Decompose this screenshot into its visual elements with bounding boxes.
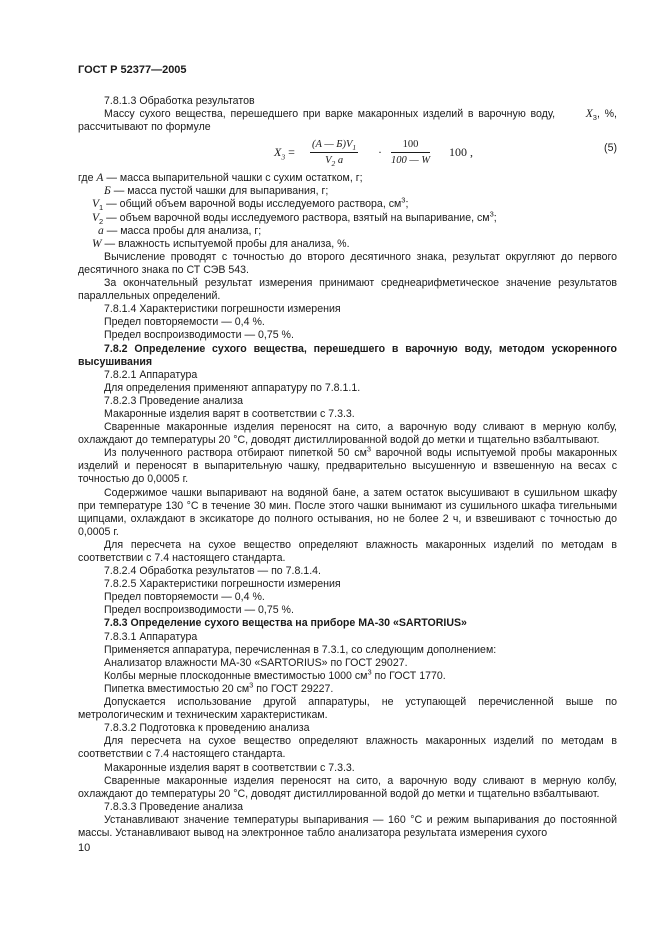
where-prefix: где (78, 172, 94, 185)
variable-v1-text: — общий объем варочной воды исследуемого раствора, см (103, 198, 402, 211)
section-7833-p1: Устанавливают значение температуры выпаривания — 160 °С и режим выпаривания до постоянной массы. Устанавливают вывод на электронное табло анализатора результата измерения сухого (78, 813, 617, 839)
variable-v2-text: — объем варочной воды исследуемого раствора, взятый на выпаривание, см (103, 211, 490, 224)
section-7831-p3-start: Колбы мерные плоскодонные вместимостью 1000 см (104, 669, 368, 682)
variable-a-symbol: A (96, 172, 104, 185)
variable-b-symbol: Б (104, 185, 111, 198)
section-7825-reproducibility: Предел воспроизводимости — 0,75 %. (104, 604, 294, 617)
formula-lhs (274, 145, 295, 162)
variable-b (78, 185, 617, 198)
section-7814-reproducibility: Предел воспроизводимости — 0,75 %. (104, 329, 294, 342)
section-7814-title: 7.8.1.4 Характеристики погрешности измерения (104, 303, 341, 316)
section-7831-p1: Применяется аппаратура, перечисленная в 7.3.1, со следующим дополнением: (104, 643, 497, 656)
variable-w-symbol: W (92, 237, 102, 250)
section-7833-title: 7.8.3.3 Проведение анализа (104, 800, 244, 813)
formula-fraction-1 (310, 138, 358, 167)
fraction-1-denominator-tail: a (335, 155, 344, 167)
fraction-1-denominator (310, 153, 358, 167)
variable-v2-sub: 2 (99, 216, 104, 226)
section-7823-p2: Сваренные макаронные изделия переносят на сито, а варочную воду сливают в мерную колбу, охлаждают до температуры 20 °С, доводят дистиллированной водой до метки и тщательно взбалтывают. (78, 421, 617, 447)
variable-v1-tail: ; (405, 198, 409, 211)
variable-a (78, 172, 617, 185)
section-7823-p4: Содержимое чашки выпаривают на водяной бане, а затем остаток высушивают в сушильном шкафу при температуре 130 °С в течение 30 мин. После этого чашки вынимают из сушильного шкафа тигельными щипцами, охлаждают в эксикаторе до полного остывания, но не более 2 ч, и взвешивают с точностью до 0,0005 г. (78, 486, 617, 538)
final-result: За окончательный результат измерения принимают среднеарифметическое значение результатов параллельных определений. (78, 277, 617, 303)
formula-lhs-symbol: X (274, 145, 282, 160)
variable-v2-tail: ; (493, 211, 497, 224)
section-7821-title: 7.8.2.1 Аппаратура (104, 368, 198, 381)
variable-w (78, 238, 617, 251)
section-7823-p3-sup: 3 (366, 444, 372, 454)
section-783-title: 7.8.3 Определение сухого вещества на приборе МА-30 «SARTORIUS» (104, 617, 467, 630)
variable-w-text: — влажность испытуемой пробы для анализа, %. (101, 237, 350, 250)
section-7813-intro (78, 108, 617, 134)
section-7823-p5: Для пересчета на сухое вещество определяют влажность макаронных изделий по методам в соответствии с 7.4 настоящего стандарта. (78, 538, 617, 564)
fraction-1-numerator-text: (A — Б)V (312, 139, 353, 151)
section-7825-title: 7.8.2.5 Характеристики погрешности измерения (104, 578, 341, 591)
formula-5 (78, 136, 617, 170)
section-7814-repeatability: Предел повторяемости — 0,4 %. (104, 316, 265, 329)
section-7824-title: 7.8.2.4 Обработка результатов — по 7.8.1.4. (104, 565, 321, 578)
variable-v2-symbol: V (92, 211, 100, 224)
section-7832-p3: Сваренные макаронные изделия переносят на сито, а варочную воду сливают в мерную колбу, охлаждают до температуры 20 °С, доводят дистиллированной водой до метки и тщательно взбалтывают. (78, 774, 617, 800)
page-number: 10 (78, 842, 91, 854)
section-7813-title: 7.8.1.3 Обработка результатов (104, 95, 255, 107)
document-body (78, 95, 617, 840)
variable-v1-sub: 1 (99, 203, 104, 213)
variable-v1 (78, 195, 617, 213)
section-7831-p3-sup: 3 (367, 667, 372, 677)
section-7823-p3-start: Из полученного раствора отбирают пипеткой 50 см (104, 447, 367, 460)
intro-symbol-sub: 3 (592, 113, 597, 123)
section-7831-p3-end: по ГОСТ 1770. (371, 669, 446, 682)
section-7821-text: Для определения применяют аппаратуру по 7.8.1.1. (104, 381, 361, 394)
section-7831-p4-end: по ГОСТ 29227. (253, 682, 334, 695)
intro-symbol: X (585, 108, 593, 121)
section-7825-repeatability: Предел повторяемости — 0,4 %. (104, 591, 265, 604)
formula-tail: 100 , (449, 145, 473, 160)
section-7831-p3 (78, 667, 617, 683)
section-7823-title: 7.8.2.3 Проведение анализа (104, 394, 244, 407)
fraction-2-denominator: 100 — W (391, 155, 431, 167)
variable-a-small-text: — масса пробы для анализа, г; (103, 224, 262, 237)
variable-v2-sup: 3 (489, 209, 494, 219)
formula-dot: · (378, 145, 382, 160)
section-7831-p2: Анализатор влажности МА-30 «SARTORIUS» по ГОСТ 29027. (104, 656, 408, 669)
fraction-1-denominator-text: V (325, 155, 332, 167)
formula-number: (5) (604, 142, 617, 155)
formula-fraction-2 (391, 138, 430, 167)
calculation-precision: Вычисление проводят с точностью до второго десятичного знака, результат округляют до первого десятичного знака по СТ СЭВ 543. (78, 250, 617, 276)
intro-text-2: , %, рассчитывают по формуле (78, 108, 617, 134)
formula-lhs-sub: 3 (281, 152, 286, 162)
variable-a-small-symbol: a (98, 224, 104, 237)
variable-v2 (78, 209, 617, 226)
section-7831-p4-sup: 3 (249, 680, 254, 690)
section-7823-p3 (78, 444, 618, 486)
section-782-title: 7.8.2 Определение сухого вещества, перешедшего в варочную воду, методом ускоренного высушивания (78, 342, 617, 368)
section-7832-title: 7.8.3.2 Подготовка к проведению анализа (104, 722, 310, 735)
section-7831-p4 (78, 680, 617, 696)
fraction-1-numerator (310, 138, 358, 153)
variable-a-text: — масса выпарительной чашки с сухим остатком, г; (103, 172, 363, 185)
section-7823-p3-end: варочной воды испытуемой пробы макаронных изделий и переносят в выпарительную чашку, предварительно высушенную и взвешенную на весах с точностью до 0,0005 г. (78, 447, 618, 486)
variable-b-text: — масса пустой чашки для выпаривания, г; (110, 185, 329, 198)
section-7831-title: 7.8.3.1 Аппаратура (104, 630, 198, 643)
document-header: ГОСТ Р 52377—2005 (78, 64, 187, 76)
section-7831-p4-start: Пипетка вместимостью 20 см (104, 682, 250, 695)
variable-a-small (78, 225, 617, 238)
section-7823-p1: Макаронные изделия варят в соответствии с 7.3.3. (104, 407, 355, 420)
fraction-1-numerator-sub: 1 (352, 143, 357, 153)
variable-v1-sup: 3 (401, 195, 406, 205)
section-7831-p5: Допускается использование другой аппаратуры, не уступающей перечисленной выше по метрологическим и техническим характеристикам. (78, 696, 617, 722)
variable-v1-symbol: V (92, 198, 100, 211)
section-7832-p1: Для пересчета на сухое вещество определяют влажность макаронных изделий по методам в соответствии с 7.4 настоящего стандарта. (78, 735, 617, 761)
formula-equals: = (288, 145, 295, 160)
fraction-1-denominator-sub: 2 (331, 159, 336, 169)
fraction-2-numerator: 100 (391, 138, 430, 153)
intro-text-1: Массу сухого вещества, перешедшего при варке макаронных изделий в варочную воду, (104, 108, 556, 121)
section-7832-p2: Макаронные изделия варят в соответствии с 7.3.3. (104, 761, 355, 774)
